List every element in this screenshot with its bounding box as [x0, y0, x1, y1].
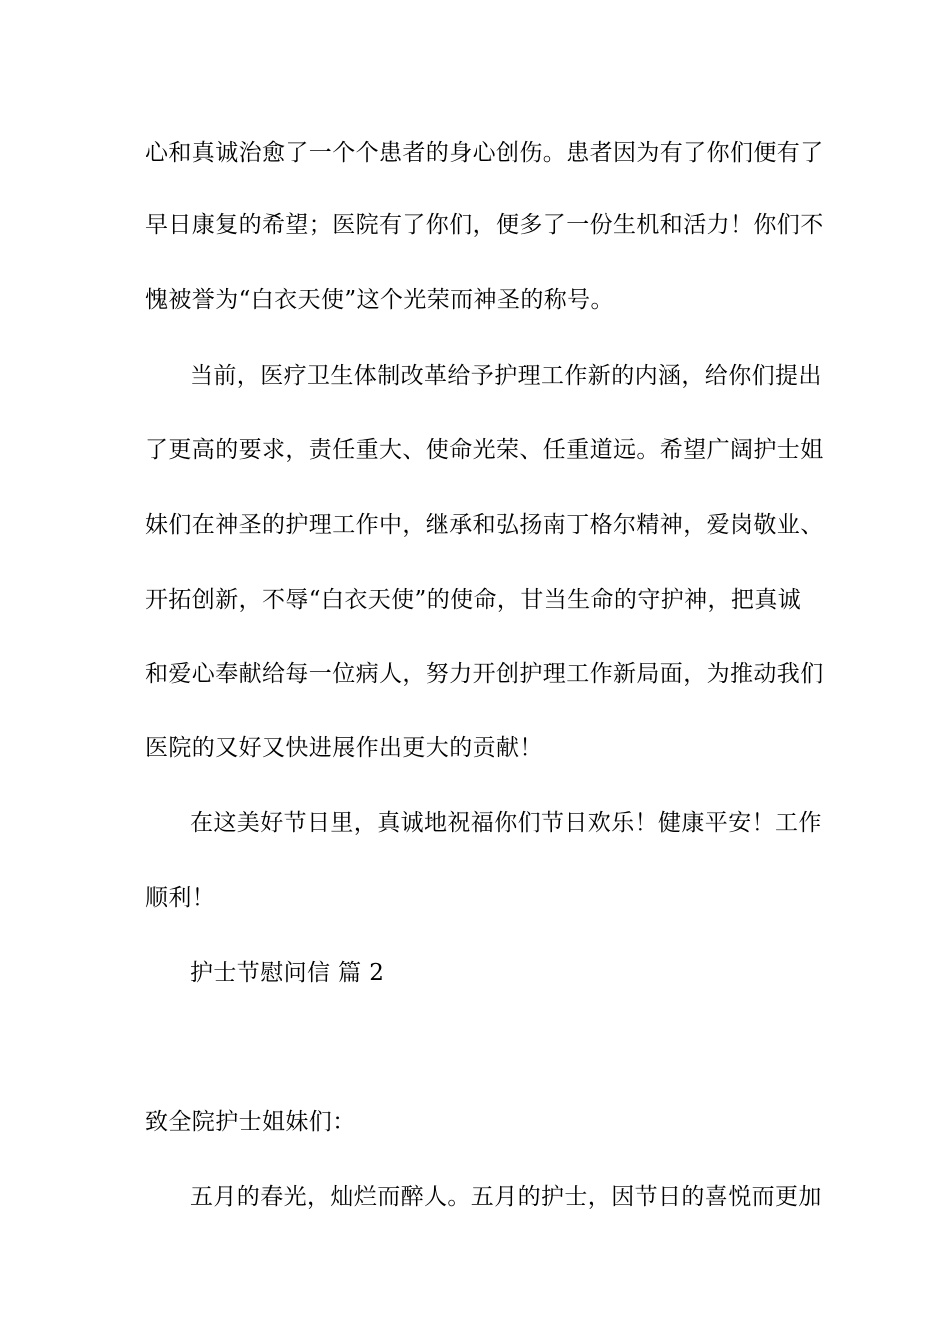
body-text-line: 妹们在神圣的护理工作中，继承和弘扬南丁格尔精神，爱岗敬业、: [145, 512, 824, 538]
body-text-line: 和爱心奉献给每一位病人，努力开创护理工作新局面，为推动我们: [145, 661, 824, 687]
section-heading: 护士节慰问信 篇 2: [190, 960, 385, 986]
paragraph-first-line: 在这美好节日里，真诚地祝福你们节日欢乐！健康平安！工作: [190, 810, 822, 836]
body-text-line: 了更高的要求，责任重大、使命光荣、任重道远。希望广阔护士姐: [145, 437, 824, 463]
paragraph-first-line: 五月的春光，灿烂而醉人。五月的护士，因节日的喜悦而更加: [190, 1184, 822, 1210]
salutation: 致全院护士姐妹们：: [145, 1109, 356, 1135]
paragraph-first-line: 当前，医疗卫生体制改革给予护理工作新的内涵，给你们提出: [190, 363, 822, 389]
body-text-line: 愧被誉为“白衣天使”这个光荣而神圣的称号。: [145, 287, 614, 313]
body-text-line: 早日康复的希望；医院有了你们，便多了一份生机和活力！你们不: [145, 212, 824, 238]
body-text-line: 开拓创新，不辱“白衣天使”的使命，甘当生命的守护神，把真诚: [145, 587, 802, 613]
body-text-line: 顺利！: [145, 885, 216, 911]
body-text-line: 医院的又好又快进展作出更大的贡献！: [145, 735, 543, 761]
body-text-line: 心和真诚治愈了一个个患者的身心创伤。患者因为有了你们便有了: [145, 140, 824, 166]
